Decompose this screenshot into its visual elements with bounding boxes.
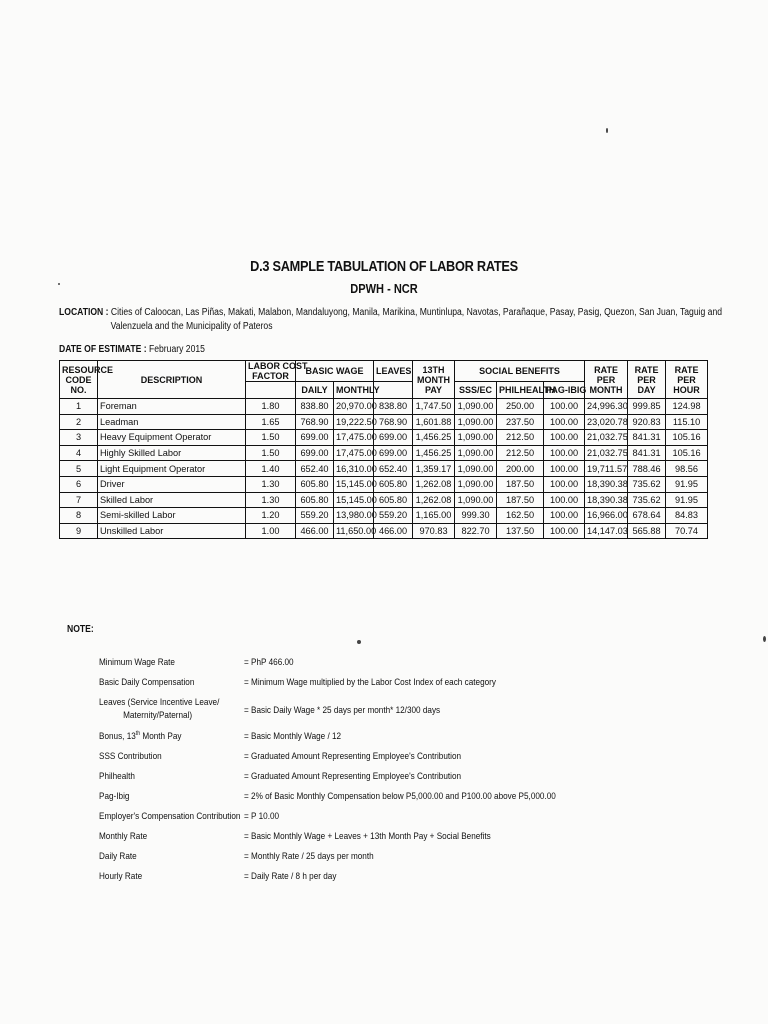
cell-rate-per-month: 21,032.75 [585, 430, 628, 446]
cell-leaves: 559.20 [374, 508, 413, 524]
cell-pag-ibig: 100.00 [544, 399, 585, 415]
cell-philhealth: 162.50 [497, 508, 544, 524]
header-description: DESCRIPTION [98, 361, 246, 399]
cell-rate-per-day: 920.83 [628, 414, 666, 430]
note-label-text: SSS Contribution [99, 751, 162, 762]
cell-13th-month-pay: 1,456.25 [413, 445, 455, 461]
cell-code: 3 [60, 430, 98, 446]
cell-code: 6 [60, 476, 98, 492]
scan-speck [606, 128, 608, 133]
note-label [99, 771, 228, 782]
cell-leaves: 652.40 [374, 461, 413, 477]
note-label [99, 751, 228, 762]
cell-labor-cost-factor: 1.50 [246, 445, 296, 461]
header-monthly: MONTHLY [334, 382, 374, 399]
header-rate-per-day: RATE PER DAY [628, 361, 666, 399]
cell-13th-month-pay: 1,456.25 [413, 430, 455, 446]
cell-rate-per-day: 565.88 [628, 523, 666, 539]
header-daily: DAILY [296, 382, 334, 399]
cell-monthly-wage: 13,980.00 [334, 508, 374, 524]
cell-philhealth: 212.50 [497, 430, 544, 446]
location-block [59, 306, 723, 334]
header-basic-wage: BASIC WAGE [296, 361, 374, 382]
cell-code: 9 [60, 523, 98, 539]
cell-sss-ec: 1,090.00 [455, 414, 497, 430]
note-label [99, 657, 228, 668]
cell-rate-per-hour: 91.95 [666, 476, 708, 492]
header-social-benefits: SOCIAL BENEFITS [455, 361, 585, 382]
cell-daily-wage: 652.40 [296, 461, 334, 477]
cell-monthly-wage: 17,475.00 [334, 430, 374, 446]
cell-sss-ec: 822.70 [455, 523, 497, 539]
note-label [99, 851, 228, 862]
note-label [99, 871, 228, 882]
note-label-text: Bonus, 13th Month Pay [99, 731, 182, 743]
cell-13th-month-pay: 1,601.88 [413, 414, 455, 430]
scan-speck [58, 283, 60, 285]
cell-description: Driver [98, 476, 246, 492]
note-value: = P 10.00 [244, 811, 280, 822]
cell-philhealth: 212.50 [497, 445, 544, 461]
header-philhealth: PHILHEALTH [497, 382, 544, 399]
cell-monthly-wage: 15,145.00 [334, 492, 374, 508]
note-value: = Basic Daily Wage * 25 days per month* 12/300 days [244, 705, 441, 716]
header-resource-code: RESOURCE CODE NO. [60, 361, 98, 399]
cell-code: 7 [60, 492, 98, 508]
cell-monthly-wage: 16,310.00 [334, 461, 374, 477]
cell-monthly-wage: 15,145.00 [334, 476, 374, 492]
cell-rate-per-month: 21,032.75 [585, 445, 628, 461]
labor-rates-table [59, 360, 708, 539]
cell-leaves: 838.80 [374, 399, 413, 415]
cell-description: Semi-skilled Labor [98, 508, 246, 524]
cell-pag-ibig: 100.00 [544, 445, 585, 461]
scan-speck [763, 636, 766, 642]
cell-code: 2 [60, 414, 98, 430]
cell-rate-per-day: 999.85 [628, 399, 666, 415]
table-row [60, 430, 708, 446]
table-row [60, 445, 708, 461]
note-label-text: Daily Rate [99, 851, 137, 862]
table-row [60, 523, 708, 539]
cell-leaves: 605.80 [374, 476, 413, 492]
cell-rate-per-day: 735.62 [628, 476, 666, 492]
cell-daily-wage: 699.00 [296, 445, 334, 461]
header-pag-ibig: PAG-IBIG [544, 382, 585, 399]
cell-leaves: 466.00 [374, 523, 413, 539]
location-label: LOCATION : [59, 307, 109, 318]
note-label-text: Basic Daily Compensation [99, 677, 195, 688]
cell-daily-wage: 605.80 [296, 492, 334, 508]
cell-sss-ec: 1,090.00 [455, 461, 497, 477]
cell-rate-per-hour: 124.98 [666, 399, 708, 415]
note-value: = Daily Rate / 8 h per day [244, 871, 337, 882]
date-of-estimate [59, 344, 205, 355]
note-label [99, 731, 228, 742]
document-subtitle: DPWH - NCR [350, 281, 418, 296]
cell-daily-wage: 768.90 [296, 414, 334, 430]
cell-13th-month-pay: 1,262.08 [413, 492, 455, 508]
note-value: = Graduated Amount Representing Employee's Contribution [244, 751, 462, 762]
cell-description: Heavy Equipment Operator [98, 430, 246, 446]
cell-description: Unskilled Labor [98, 523, 246, 539]
note-value: = Minimum Wage multiplied by the Labor Cost Index of each category [244, 677, 496, 688]
header-13th-month-pay: 13TH MONTH PAY [413, 361, 455, 399]
cell-sss-ec: 999.30 [455, 508, 497, 524]
note-label-text-2: Maternity/Paternal) [123, 710, 193, 721]
cell-labor-cost-factor: 1.80 [246, 399, 296, 415]
note-label-text: Minimum Wage Rate [99, 657, 175, 668]
scan-speck [357, 640, 361, 644]
cell-philhealth: 200.00 [497, 461, 544, 477]
cell-pag-ibig: 100.00 [544, 414, 585, 430]
cell-sss-ec: 1,090.00 [455, 430, 497, 446]
note-value: = Monthly Rate / 25 days per month [244, 851, 374, 862]
cell-rate-per-hour: 105.16 [666, 445, 708, 461]
cell-rate-per-day: 841.31 [628, 430, 666, 446]
note-value: = Basic Monthly Wage / 12 [244, 731, 342, 742]
cell-code: 1 [60, 399, 98, 415]
cell-sss-ec: 1,090.00 [455, 492, 497, 508]
cell-daily-wage: 838.80 [296, 399, 334, 415]
date-label: DATE OF ESTIMATE : [59, 344, 147, 355]
header-leaves: LEAVES [374, 361, 413, 382]
cell-labor-cost-factor: 1.50 [246, 430, 296, 446]
cell-code: 4 [60, 445, 98, 461]
cell-description: Light Equipment Operator [98, 461, 246, 477]
table-row [60, 461, 708, 477]
cell-rate-per-day: 678.64 [628, 508, 666, 524]
cell-pag-ibig: 100.00 [544, 430, 585, 446]
cell-daily-wage: 699.00 [296, 430, 334, 446]
table-row [60, 508, 708, 524]
notes-heading: NOTE: [67, 624, 94, 635]
header-labor-cost-blank [246, 382, 296, 399]
cell-rate-per-month: 24,996.30 [585, 399, 628, 415]
cell-labor-cost-factor: 1.65 [246, 414, 296, 430]
cell-code: 8 [60, 508, 98, 524]
cell-code: 5 [60, 461, 98, 477]
note-label [99, 791, 228, 802]
note-label [99, 831, 228, 842]
cell-rate-per-hour: 84.83 [666, 508, 708, 524]
cell-pag-ibig: 100.00 [544, 492, 585, 508]
cell-philhealth: 187.50 [497, 492, 544, 508]
cell-monthly-wage: 19,222.50 [334, 414, 374, 430]
cell-philhealth: 237.50 [497, 414, 544, 430]
table-row [60, 492, 708, 508]
cell-13th-month-pay: 1,165.00 [413, 508, 455, 524]
note-label-text: Philhealth [99, 771, 135, 782]
note-label-text: Hourly Rate [99, 871, 143, 882]
cell-rate-per-month: 18,390.38 [585, 476, 628, 492]
date-value: February 2015 [148, 344, 205, 355]
cell-rate-per-month: 23,020.78 [585, 414, 628, 430]
cell-rate-per-hour: 115.10 [666, 414, 708, 430]
cell-sss-ec: 1,090.00 [455, 476, 497, 492]
location-line-1: Cities of Caloocan, Las Piñas, Makati, Malabon, Mandaluyong, Manila, Marikina, Muntinlupa, Navotas, Parañaque, Pasay, Pasig, Quezon, San Juan, Taguig and [110, 307, 723, 318]
note-label-text: Monthly Rate [99, 831, 148, 842]
cell-daily-wage: 466.00 [296, 523, 334, 539]
table-row [60, 414, 708, 430]
cell-description: Foreman [98, 399, 246, 415]
cell-monthly-wage: 20,970.00 [334, 399, 374, 415]
cell-daily-wage: 605.80 [296, 476, 334, 492]
cell-pag-ibig: 100.00 [544, 461, 585, 477]
cell-rate-per-month: 14,147.03 [585, 523, 628, 539]
cell-monthly-wage: 17,475.00 [334, 445, 374, 461]
cell-labor-cost-factor: 1.30 [246, 476, 296, 492]
cell-pag-ibig: 100.00 [544, 508, 585, 524]
cell-13th-month-pay: 1,262.08 [413, 476, 455, 492]
cell-13th-month-pay: 970.83 [413, 523, 455, 539]
note-label-text: Pag-Ibig [99, 791, 130, 802]
cell-labor-cost-factor: 1.00 [246, 523, 296, 539]
header-sss-ec: SSS/EC [455, 382, 497, 399]
document-title: D.3 SAMPLE TABULATION OF LABOR RATES [250, 258, 518, 275]
note-label [99, 697, 228, 721]
cell-rate-per-month: 19,711.57 [585, 461, 628, 477]
note-value: = Basic Monthly Wage + Leaves + 13th Month Pay + Social Benefits [244, 831, 491, 842]
cell-philhealth: 137.50 [497, 523, 544, 539]
cell-13th-month-pay: 1,747.50 [413, 399, 455, 415]
cell-rate-per-hour: 105.16 [666, 430, 708, 446]
note-label-text: Leaves (Service Incentive Leave/ [99, 697, 220, 708]
cell-labor-cost-factor: 1.30 [246, 492, 296, 508]
note-value: = PhP 466.00 [244, 657, 294, 668]
cell-13th-month-pay: 1,359.17 [413, 461, 455, 477]
note-value: = Graduated Amount Representing Employee's Contribution [244, 771, 462, 782]
cell-labor-cost-factor: 1.40 [246, 461, 296, 477]
header-rate-per-hour: RATE PER HOUR [666, 361, 708, 399]
cell-description: Leadman [98, 414, 246, 430]
note-label [99, 677, 228, 688]
cell-description: Highly Skilled Labor [98, 445, 246, 461]
cell-philhealth: 250.00 [497, 399, 544, 415]
cell-daily-wage: 559.20 [296, 508, 334, 524]
note-value: = 2% of Basic Monthly Compensation below P5,000.00 and P100.00 above P5,000.00 [244, 791, 556, 802]
cell-pag-ibig: 100.00 [544, 523, 585, 539]
cell-monthly-wage: 11,650.00 [334, 523, 374, 539]
cell-leaves: 699.00 [374, 430, 413, 446]
cell-rate-per-day: 735.62 [628, 492, 666, 508]
cell-rate-per-month: 16,966.00 [585, 508, 628, 524]
cell-rate-per-hour: 98.56 [666, 461, 708, 477]
header-labor-cost-factor: LABOR COST FACTOR [246, 361, 296, 382]
cell-pag-ibig: 100.00 [544, 476, 585, 492]
note-label-text: Employer's Compensation Contribution [99, 811, 241, 822]
cell-leaves: 768.90 [374, 414, 413, 430]
cell-rate-per-hour: 91.95 [666, 492, 708, 508]
cell-sss-ec: 1,090.00 [455, 399, 497, 415]
cell-sss-ec: 1,090.00 [455, 445, 497, 461]
note-label [99, 811, 241, 822]
table-body [60, 399, 708, 539]
cell-rate-per-day: 841.31 [628, 445, 666, 461]
cell-leaves: 605.80 [374, 492, 413, 508]
table-row [60, 476, 708, 492]
cell-rate-per-month: 18,390.38 [585, 492, 628, 508]
cell-description: Skilled Labor [98, 492, 246, 508]
cell-labor-cost-factor: 1.20 [246, 508, 296, 524]
cell-philhealth: 187.50 [497, 476, 544, 492]
header-rate-per-month: RATE PER MONTH [585, 361, 628, 399]
cell-rate-per-hour: 70.74 [666, 523, 708, 539]
cell-rate-per-day: 788.46 [628, 461, 666, 477]
location-line-2: Valenzuela and the Municipality of Pateros [110, 321, 273, 332]
table-row [60, 399, 708, 415]
cell-leaves: 699.00 [374, 445, 413, 461]
